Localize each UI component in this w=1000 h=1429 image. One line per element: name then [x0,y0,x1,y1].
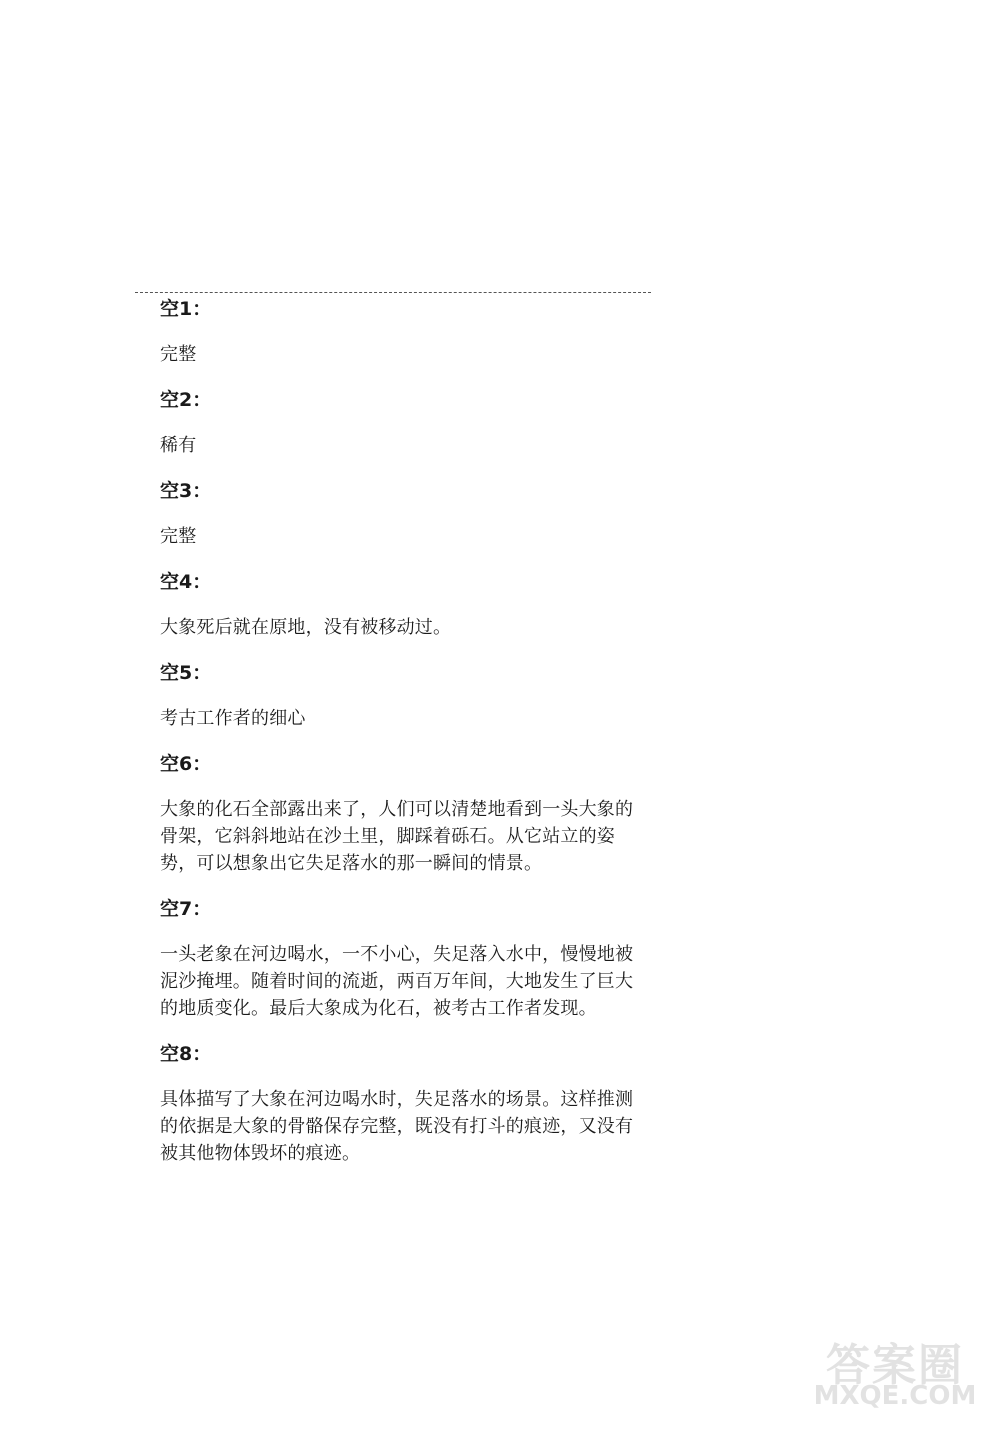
blank-5-label: 空5： [160,662,212,684]
blank-5-answer: 考古工作者的细心 [160,708,306,729]
blank-1-answer: 完整 [160,344,197,365]
blank-8-answer: 具体描写了大象在河边喝水时，失足落水的场景。这样推测的依据是大象的骨骼保存完整，既没有打斗的痕迹，又没有被其他物体毁坏的痕迹。 [160,1089,634,1164]
blank-3-label: 空3： [160,480,212,502]
site-watermark [810,1329,980,1419]
blank-2-answer: 稀有 [160,435,197,456]
answer-list [160,296,650,1186]
blank-7-answer: 一头老象在河边喝水，一不小心，失足落入水中，慢慢地被泥沙掩埋。随着时间的流逝，两百万年间，大地发生了巨大的地质变化。最后大象成为化石，被考古工作者发现。 [160,944,634,1019]
blank-8-label: 空8： [160,1043,212,1065]
blank-6-answer: 大象的化石全部露出来了，人们可以清楚地看到一头大象的骨架，它斜斜地站在沙土里，脚踩着砾石。从它站立的姿势，可以想象出它失足落水的那一瞬间的情景。 [160,799,634,874]
watermark-domain: MXQE.COM [813,1381,977,1411]
blank-6-label: 空6： [160,753,212,775]
blank-2-label: 空2： [160,389,212,411]
blank-3-answer: 完整 [160,526,197,547]
blank-4-answer: 大象死后就在原地，没有被移动过。 [160,617,452,638]
blank-7-label: 空7： [160,898,212,920]
dashed-divider [135,292,651,293]
watermark-logo-text: 答案圈 [826,1340,964,1391]
blank-4-label: 空4： [160,571,212,593]
blank-1-label: 空1： [160,298,212,320]
